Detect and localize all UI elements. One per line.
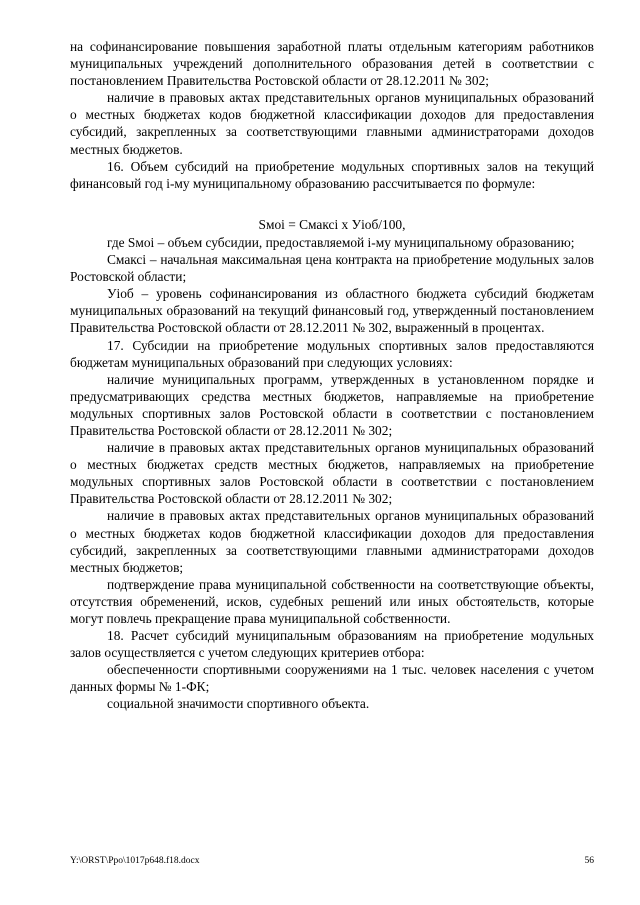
paragraph-item-17: 17. Субсидии на приобретение модульных спортивных залов предоставляются бюджетам муниципальных образований при следующих условиях:: [70, 337, 594, 370]
paragraph-criterion-significance: социальной значимости спортивного объекта.: [107, 696, 370, 712]
formula: Sмоi = Смаксi x Уioб/100,: [258, 216, 406, 232]
paragraph-condition-ownership: подтверждение права муниципальной собственности на соответствующие объекты, отсутствия обременений, исков, судебных решений или иных обстоятельств, которые могут повлечь прекращение права муниципальной собственности.: [70, 576, 594, 626]
paragraph-def-cmaxi: Смаксi – начальная максимальная цена контракта на приобретение модульных залов Ростовской области;: [70, 252, 594, 285]
document-body: [70, 38, 594, 713]
paragraph-condition-budget-codes: наличие в правовых актах представительных органов муниципальных образований о местных бюджетах кодов бюджетной классификации доходов для предоставления субсидий, закрепленных за соответствующими главными администраторами доходов местных бюджетов;: [70, 508, 594, 575]
paragraph-def-smoi: где Sмоi – объем субсидии, предоставляемой i-му муниципальному образованию;: [107, 234, 575, 250]
paragraph-condition-budget-funds: наличие в правовых актах представительных органов муниципальных образований о местных бюджетах средств местных бюджетов, направляемых на приобретение модульных спортивных залов Ростовской области в соответствии с постановлением Правительства Ростовской области от 28.12.2011 № 302;: [70, 440, 594, 507]
file-path: Y:\ORST\Ppo\1017p648.f18.docx: [70, 856, 200, 866]
page-number: 56: [584, 856, 594, 866]
paragraph-item-18: 18. Расчет субсидий муниципальным образованиям на приобретение модульных залов осуществляется с учетом следующих критериев отбора:: [70, 628, 594, 661]
paragraph-item-16: 16. Объем субсидий на приобретение модульных спортивных залов на текущий финансовый год i-му муниципальному образованию рассчитывается по формуле:: [70, 158, 594, 191]
paragraph-budget-codes-1: наличие в правовых актах представительных органов муниципальных образований о местных бюджетах кодов бюджетной классификации доходов для предоставления субсидий, закрепленных за соответствующими главными администраторами доходов местных бюджетов.: [70, 90, 594, 157]
paragraph-def-uiob: Уioб – уровень софинансирования из областного бюджета субсидий бюджетам муниципальных образований на текущий финансовый год, утвержденный постановлением Правительства Ростовской области от 28.12.2011 № 302, выраженный в процентах.: [70, 286, 594, 336]
paragraph-criterion-provision: обеспеченности спортивными сооружениями на 1 тыс. человек населения с учетом данных формы № 1-ФК;: [70, 662, 594, 695]
paragraph-cofinancing-salary: на софинансирование повышения заработной платы отдельным категориям работников муниципальных учреждений дополнительного образования детей в соответствии с постановлением Правительства Ростовской области от 28.12.2011 № 302;: [70, 39, 594, 89]
paragraph-condition-programs: наличие муниципальных программ, утвержденных в установленном порядке и предусматривающих средства местных бюджетов, направляемые на приобретение модульных спортивных залов Ростовской области в соответствии с постановлением Правительства Ростовской области от 28.12.2011 № 302;: [70, 371, 594, 438]
